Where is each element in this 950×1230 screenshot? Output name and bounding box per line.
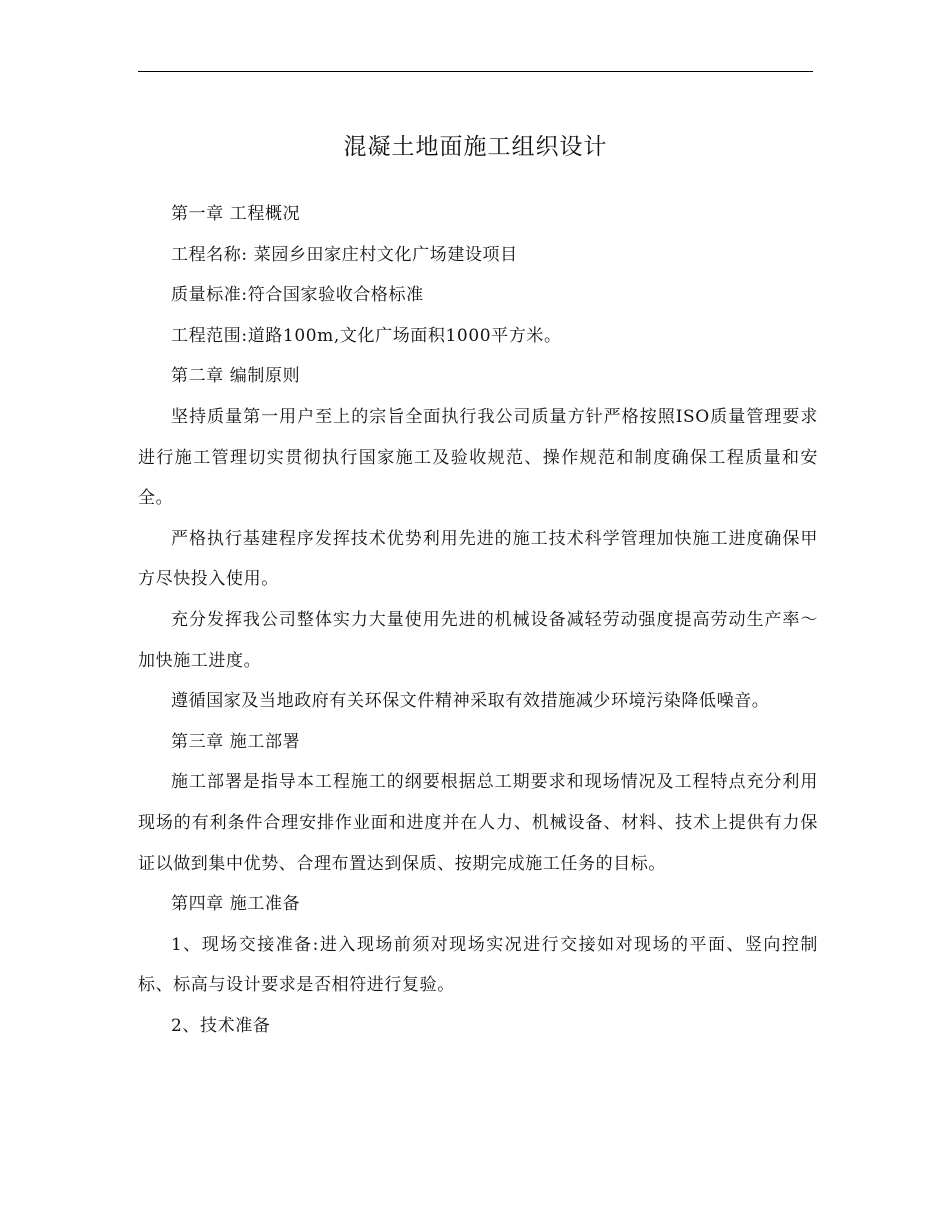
document-title: 混凝土地面施工组织设计 (343, 134, 608, 160)
chapter-heading: 第四章 施工准备 (171, 894, 301, 915)
paragraph: 充分发挥我公司整体实力大量使用先进的机械设备减轻劳动强度提高劳动生产率～加快施工进度。 (138, 609, 818, 671)
paragraph: 坚持质量第一用户至上的宗旨全面执行我公司质量方针严格按照ISO质量管理要求进行施工管理切实贯彻执行国家施工及验收规范、操作规范和制度确保工程质量和安全。 (138, 406, 818, 509)
paragraph: 严格执行基建程序发挥技术优势利用先进的施工技术科学管理加快施工进度确保甲方尽快投入使用。 (138, 528, 818, 590)
paragraph: 质量标准:符合国家验收合格标准 (171, 285, 424, 306)
paragraph: 2、技术准备 (171, 1015, 271, 1036)
chapter-heading: 第二章 编制原则 (171, 366, 301, 387)
header-divider (138, 71, 813, 72)
paragraph: 1、现场交接准备:进入现场前须对现场实况进行交接如对现场的平面、竖向控制标、标高与设计要求是否相符进行复验。 (138, 934, 818, 996)
chapter-heading: 第一章 工程概况 (171, 204, 301, 224)
document-body (138, 194, 818, 1046)
paragraph: 工程范围:道路100m,文化广场面积1000平方米。 (171, 325, 562, 346)
paragraph: 施工部署是指导本工程施工的纲要根据总工期要求和现场情况及工程特点充分利用现场的有利条件合理安排作业面和进度并在人力、机械设备、材料、技术上提供有力保证以做到集中优势、合理布置达到保质、按期完成施工任务的目标。 (138, 772, 818, 874)
chapter-heading: 第三章 施工部署 (171, 731, 301, 752)
paragraph: 遵循国家及当地政府有关环保文件精神采取有效措施减少环境污染降低噪音。 (171, 691, 770, 712)
paragraph: 工程名称: 菜园乡田家庄村文化广场建设项目 (171, 244, 518, 265)
